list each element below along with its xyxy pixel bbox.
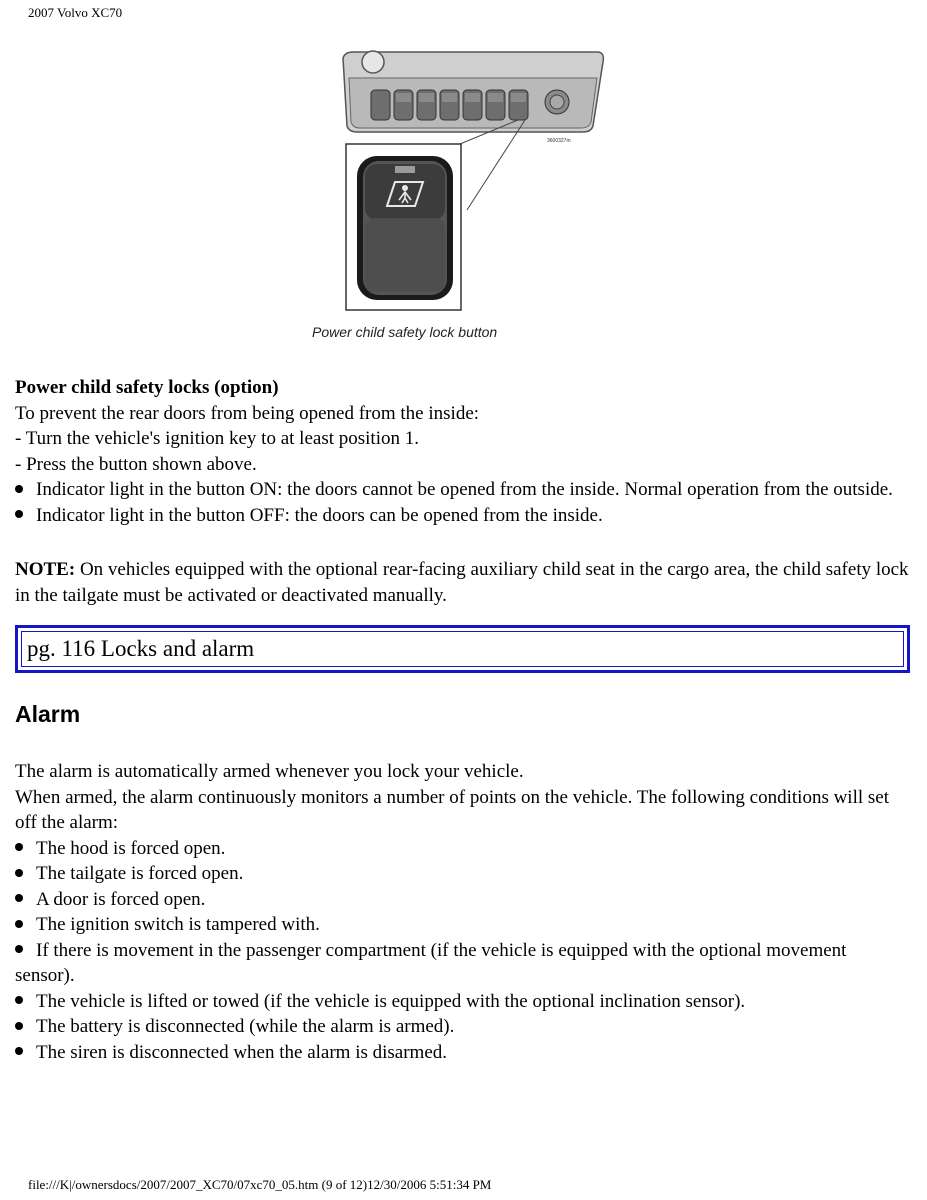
- page-reference-box: [15, 625, 910, 673]
- page-content: [15, 375, 910, 1065]
- bullet-icon: [15, 1047, 23, 1055]
- note-text: On vehicles equipped with the optional rear-facing auxiliary child seat in the cargo area, the child safety lock in the tailgate must be activated or deactivated manually.: [15, 559, 909, 606]
- child-locks-step-1: - Turn the vehicle's ignition key to at least position 1.: [15, 428, 419, 449]
- bullet-text: The ignition switch is tampered with.: [36, 914, 320, 935]
- alarm-condition-bullet: [15, 1040, 910, 1066]
- child-locks-step-2: - Press the button shown above.: [15, 453, 257, 475]
- bullet-text: The hood is forced open.: [36, 837, 226, 859]
- bullet-text: The battery is disconnected (while the alarm is armed).: [36, 1016, 455, 1037]
- note-paragraph: [15, 557, 910, 608]
- alarm-condition-bullet: [15, 938, 910, 989]
- alarm-condition-bullet: [15, 1014, 910, 1040]
- bullet-text: The tailgate is forced open.: [36, 863, 244, 884]
- bullet-icon: [15, 485, 23, 493]
- document-header-title: 2007 Volvo XC70: [28, 5, 123, 20]
- child-lock-button-illustration: [335, 48, 610, 348]
- bullet-text: The vehicle is lifted or towed (if the vehicle is equipped with the optional inclination sensor).: [36, 990, 746, 1012]
- bullet-text: A door is forced open.: [36, 888, 206, 910]
- alarm-condition-bullet: [15, 861, 910, 887]
- bullet-icon: [15, 843, 23, 851]
- bullet-icon: [15, 1022, 23, 1030]
- bullet-icon: [15, 996, 23, 1004]
- bullet-icon: [15, 945, 23, 953]
- page-reference-label: pg. 116 Locks and alarm: [21, 631, 904, 667]
- bullet-text: Indicator light in the button ON: the doors cannot be opened from the inside. Normal operation from the outside.: [36, 479, 893, 500]
- bullet-icon: [15, 510, 23, 518]
- spacer: [15, 528, 910, 557]
- bullet-text: If there is movement in the passenger compartment (if the vehicle is equipped with the optional movement sensor).: [15, 939, 847, 986]
- figure-caption: Power child safety lock button: [312, 324, 498, 340]
- alarm-heading: Alarm: [15, 701, 81, 727]
- alarm-intro: The alarm is automatically armed whenever you lock your vehicle.: [15, 761, 524, 782]
- child-locks-bullet: [15, 503, 910, 529]
- alarm-condition-bullet: [15, 836, 910, 862]
- footer-file-path: file:///K|/ownersdocs/2007/2007_XC70/07xc70_05.htm (9 of 12)12/30/2006 5:51:34 PM: [28, 1177, 492, 1192]
- alarm-description: When armed, the alarm continuously monitors a number of points on the vehicle. The following conditions will set off the alarm:: [15, 786, 889, 833]
- bullet-text: The siren is disconnected when the alarm is disarmed.: [36, 1041, 448, 1063]
- alarm-condition-bullet: [15, 887, 910, 913]
- bullet-icon: [15, 920, 23, 928]
- alarm-condition-bullet: [15, 989, 910, 1015]
- bullet-text: Indicator light in the button OFF: the doors can be opened from the inside.: [36, 504, 603, 526]
- alarm-condition-bullet: [15, 912, 910, 938]
- bullet-icon: [15, 869, 23, 877]
- child-locks-heading: Power child safety locks (option): [15, 377, 279, 398]
- bullet-icon: [15, 894, 23, 902]
- child-locks-intro: To prevent the rear doors from being opened from the inside:: [15, 402, 480, 424]
- note-label: NOTE:: [15, 559, 76, 580]
- figure-image-code: 3600327m: [547, 138, 571, 144]
- child-locks-bullet: [15, 477, 910, 503]
